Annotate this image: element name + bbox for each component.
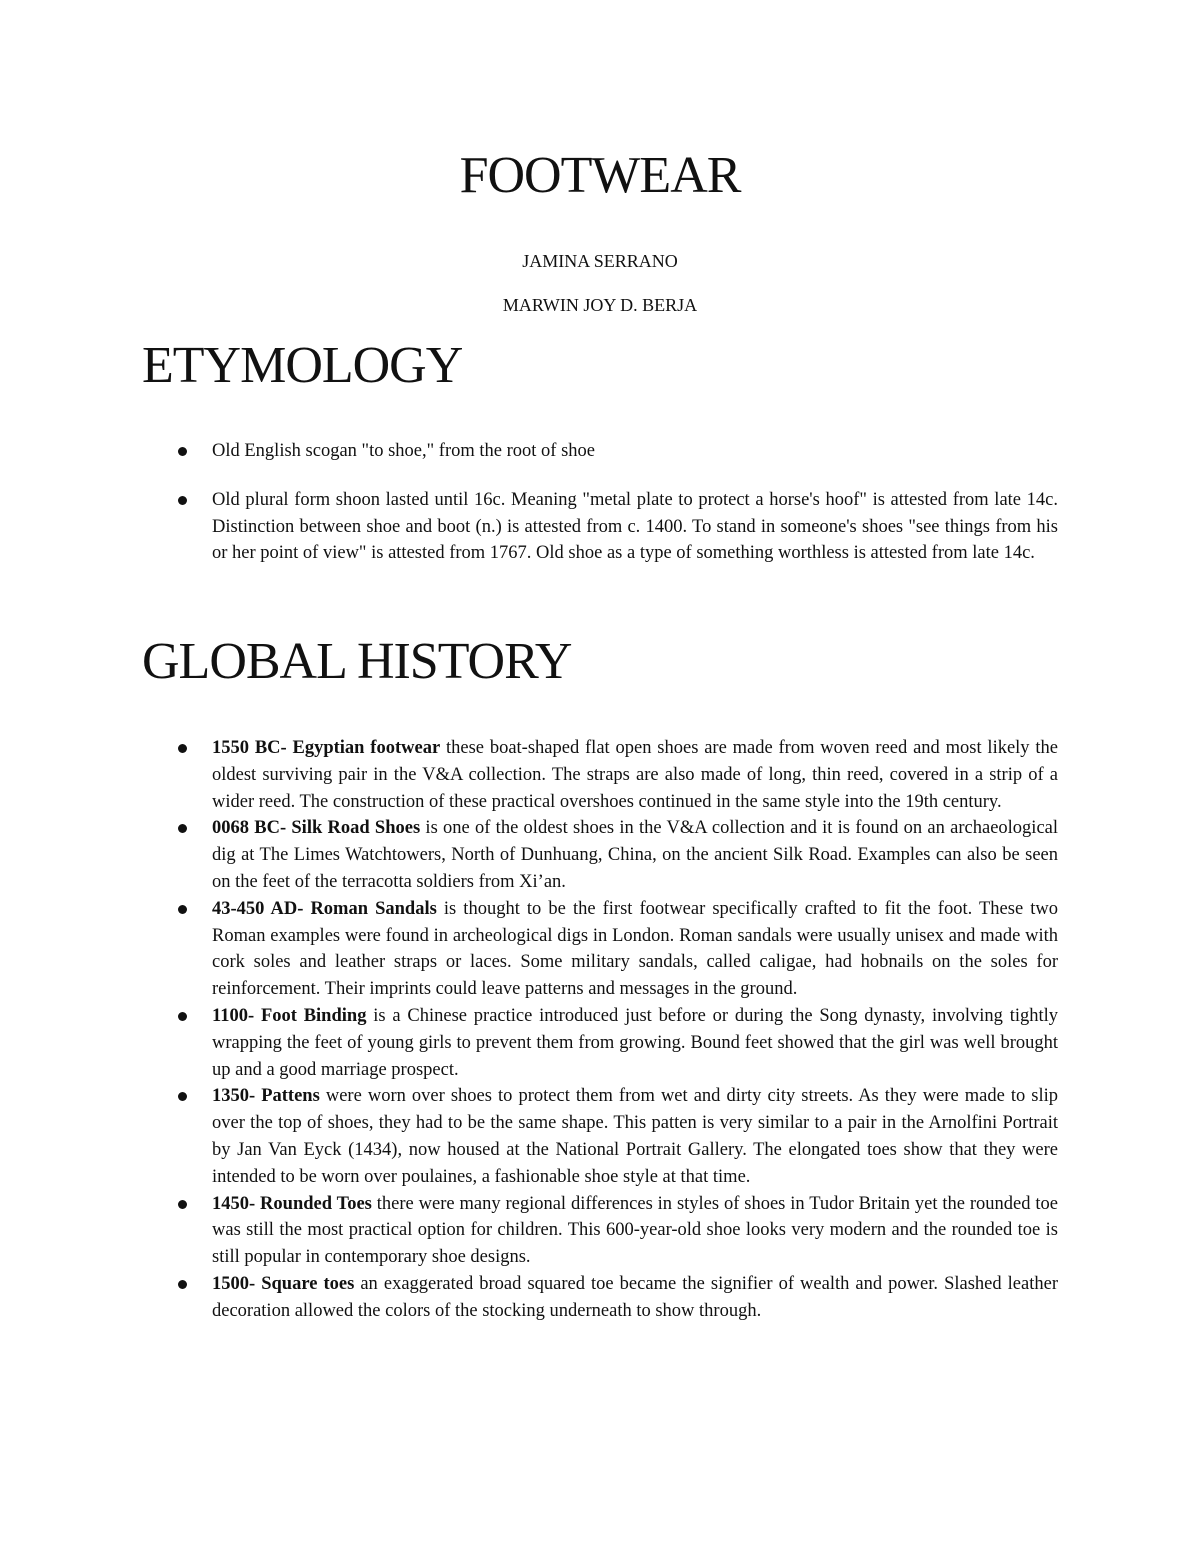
list-item-text: Old plural form shoon lasted until 16c. Meaning "metal plate to protect a horse's hoof" is attested from late 14c. Distinction between shoe and boot (n.) is attested from c. 1400. To stand in someone's shoes "see things from his or her point of view" is attested from 1767. Old shoe as a type of something worthless is attested from late 14c. xyxy=(212,489,1058,564)
bullet-icon xyxy=(178,744,187,753)
author-name: JAMINA SERRANO xyxy=(522,251,678,271)
history-list xyxy=(142,735,1058,1325)
bullet-icon xyxy=(178,496,187,505)
history-text: is a Chinese practice introduced just before or during the Song dynasty, involving tightly wrapping the feet of young girls to prevent them from growing. Bound feet showed that the girl was well brought up and a good marriage prospect. xyxy=(212,1005,1059,1080)
list-item xyxy=(142,896,1058,1003)
history-term: 1350- Pattens xyxy=(212,1086,320,1107)
bullet-icon xyxy=(178,905,187,914)
list-item xyxy=(142,735,1058,815)
list-item xyxy=(142,1083,1058,1190)
history-term: 1550 BC- Egyptian footwear xyxy=(212,738,441,758)
history-term: 1450- Rounded Toes xyxy=(212,1193,372,1214)
author-name: MARWIN JOY D. BERJA xyxy=(502,295,698,315)
bullet-icon xyxy=(178,1280,187,1289)
document-title: FOOTWEAR xyxy=(459,147,741,204)
bullet-icon xyxy=(178,1200,187,1209)
history-term: 43-450 AD- Roman Sandals xyxy=(212,898,437,919)
list-item xyxy=(142,1003,1058,1083)
history-text: there were many regional differences in styles of shoes in Tudor Britain yet the rounded toe was still the most practical option for children. This 600-year-old shoe looks very modern and the rounded toe is still popular in contemporary shoe designs. xyxy=(212,1193,1059,1268)
history-term: 0068 BC- Silk Road Shoes xyxy=(212,818,421,839)
history-text: were worn over shoes to protect them from wet and dirty city streets. As they were made to slip over the top of shoes, they had to be the same shape. This patten is very similar to a pair in the Arnolfini Portrait by Jan Van Eyck (1434), now housed at the National Portrait Gallery. The elongated toes show that they were intended to be worn over poulaines, a fashionable shoe style at that time. xyxy=(212,1086,1059,1187)
bullet-icon xyxy=(178,824,187,833)
list-item xyxy=(142,815,1058,895)
history-term: 1500- Square toes xyxy=(212,1273,355,1294)
history-term: 1100- Foot Binding xyxy=(212,1005,367,1026)
bullet-icon xyxy=(178,1012,187,1021)
history-text: is thought to be the first footwear specifically crafted to fit the foot. These two Roman examples were found in archeological digs in London. Roman sandals were usually unisex and made with cork soles and leather straps or laces. Some military sandals, called caligae, had hobnails on the soles for reinforcement. Their imprints could leave patterns and messages in the ground. xyxy=(212,898,1058,1000)
section-heading-etymology: ETYMOLOGY xyxy=(142,337,463,394)
etymology-list xyxy=(142,438,1058,567)
history-text: is one of the oldest shoes in the V&A collection and it is found on an archaeological dig at The Limes Watchtowers, North of Dunhuang, China, on the ancient Silk Road. Examples can also be seen on the feet of the terracotta soldiers from Xi’an. xyxy=(212,818,1059,892)
bullet-icon xyxy=(178,447,187,456)
list-item xyxy=(142,1191,1058,1271)
history-text: these boat-shaped flat open shoes are made from woven reed and most likely the oldest surviving pair in the V&A collection. The straps are also made of long, thin reed, covered in a strip of a wider reed. The construction of these practical overshoes continued in the same style into the 19th century. xyxy=(212,738,1058,812)
section-heading-global-history: GLOBAL HISTORY xyxy=(142,633,572,690)
list-item xyxy=(142,438,1058,465)
list-item xyxy=(142,1271,1058,1325)
bullet-icon xyxy=(178,1092,187,1101)
history-text: an exaggerated broad squared toe became the signifier of wealth and power. Slashed leather decoration allowed the colors of the stocking underneath to show through. xyxy=(212,1273,1058,1321)
list-item xyxy=(142,487,1058,567)
list-item-text: Old English scogan "to shoe," from the root of shoe xyxy=(212,441,595,461)
